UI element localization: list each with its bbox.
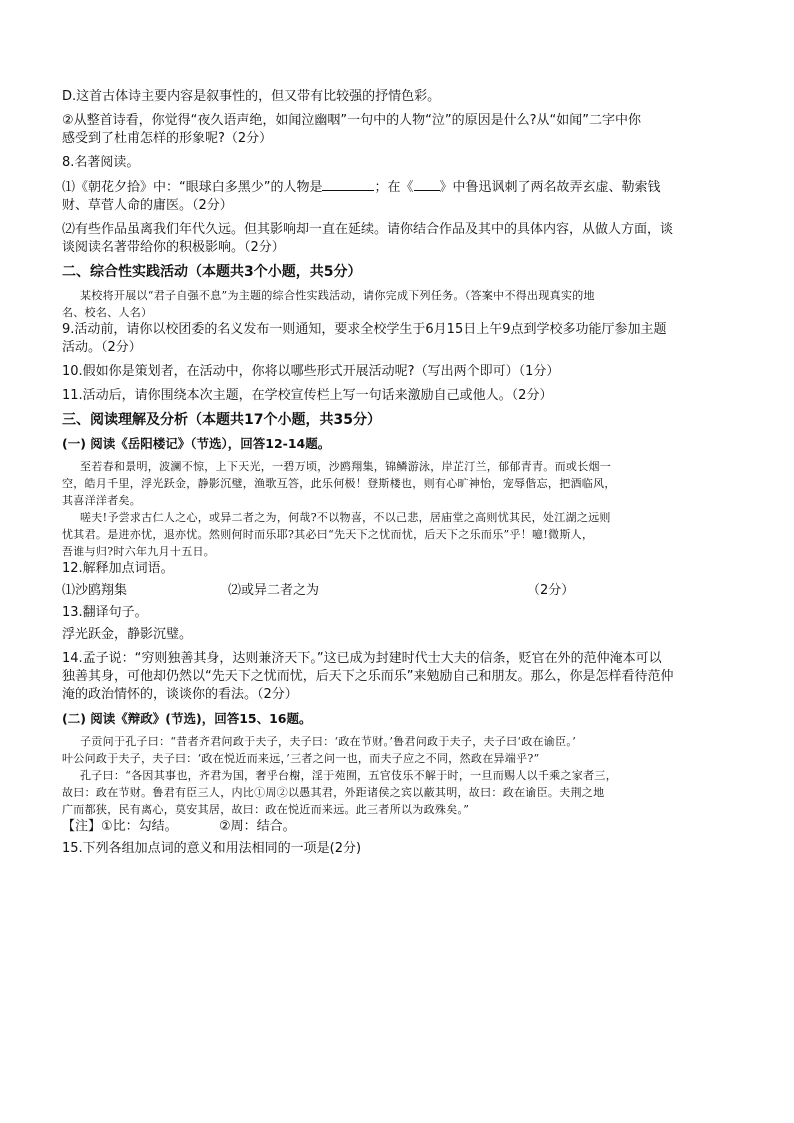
answer-blank (322, 178, 374, 191)
question-8-1-text-c: 》中鲁迅讽刺了两名故弄玄虚、勒索钱 (439, 180, 661, 195)
question-8-1-text-b: ；在《 (374, 180, 414, 195)
question-8-2-line-2: 谈阅读名著带给你的积极影响。（2分） (62, 240, 285, 255)
passage-yueyang-p2-line-3: 吾谁与归?时六年九月十五日。 (62, 545, 216, 558)
question-14-line-1: 14.孟子说：“穷则独善其身，达则兼济天下。”这已成为封建时代士大夫的信条，贬官在外的范仲淹本可以 (62, 651, 662, 666)
passage-bianzheng-p2-line-3: 广而都狭，民有离心，莫安其居，故曰：政在悦近而来远。此三者所以为政殊矣。” (62, 803, 470, 816)
passage-yueyang-p1-line-1: 至若春和景明，波澜不惊，上下天光，一碧万顷，沙鸥翔集，锦鳞游泳，岸芷汀兰，郁郁青青。而或长烟一 (80, 460, 612, 473)
answer-blank (414, 178, 440, 191)
section-2-intro-line-2: 名、校名、人名） (62, 306, 153, 319)
question-11: 11.活动后，请你围绕本次主题，在学校宣传栏上写一句话来激励自己或他人。（2分） (62, 388, 553, 403)
subsection-1-heading: (一) 阅读《岳阳楼记》（节选），回答12-14题。 (62, 436, 331, 451)
question-8-1-line-1 (62, 178, 738, 197)
question-9-line-1: 9.活动前，请你以校团委的名义发布一则通知，要求全校学生于6月15日上午9点到学校多功能厅参加主题 (62, 322, 667, 337)
question-14-line-3: 淹的政治情怀的，谈谈你的看法。（2分） (62, 687, 298, 702)
passage-yueyang-p1-line-3: 其喜洋洋者矣。 (62, 494, 142, 507)
passage-yueyang-p2-line-2: 忧其君。是进亦忧，退亦忧。然则何时而乐耶?其必曰“先天下之忧而忧，后天下之乐而乐”乎！噫!微斯人， (62, 528, 594, 541)
question-12-title: 12.解释加点词语。 (62, 561, 174, 576)
question-8-1-text-a: ⑴《朝花夕拾》中：“眼球白多黑少”的人物是 (62, 180, 323, 195)
question-8-2-line-1: ⑵有些作品虽离我们年代久远。但其影响却一直在延续。请你结合作品及其中的具体内容，从做人方面，谈 (62, 222, 674, 237)
question-14-line-2: 独善其身，可他却仍然以“先天下之忧而忧，后天下之乐而乐”来勉励自己和朋友。那么，你是怎样看待范仲 (62, 669, 674, 684)
section-2-intro-line-1: 某校将开展以“君子自强不息”为主题的综合性实践活动，请你完成下列任务。（答案中不得出现真实的地 (80, 289, 595, 302)
passage-yueyang-p2-line-1: 嗟夫!予尝求古仁人之心，或异二者之为，何哉?不以物喜，不以己悲，居庙堂之高则忧其民，处江湖之远则 (80, 511, 611, 524)
passage-bianzheng-p2-line-1: 孔子曰：“各因其事也，齐君为国，奢乎台榭，淫于苑囿，五官伎乐不解于时，一旦而赐人以千乘之家者三， (80, 769, 618, 782)
question-8-1-line-2: 财、草菅人命的庸医。（2分） (62, 198, 233, 213)
exam-page (62, 88, 738, 858)
option-d: D.这首古体诗主要内容是叙事性的，但又带有比较强的抒情色彩。 (62, 89, 441, 104)
question-12-item-1: ⑴沙鸥翔集 (62, 583, 128, 598)
subsection-2-heading: (二) 阅读《辩政》(节选)，回答15、16题。 (62, 711, 312, 726)
passage-bianzheng-p1-line-1: 子贡问于孔子曰：“昔者齐君问政于夫子，夫子曰：‘政在节财。’鲁君问政于夫子，夫子曰‘政在谕臣。’ (80, 735, 577, 748)
section-2-heading: 二、综合性实践活动（本题共3个小题，共5分） (62, 264, 362, 280)
question-7-2-line-1: ②从整首诗看，你觉得“夜久语声绝，如闻泣幽咽”一句中的人物“泣”的原因是什么?从“如闻”二字中你 (62, 113, 641, 128)
passage-bianzheng-p1-line-2: 叶公问政于夫子，夫子曰：‘政在悦近而来远，’三者之问一也，而夫子应之不同，然政在异端乎?” (62, 752, 540, 765)
question-15: 15.下列各组加点词的意义和用法相同的一项是(2分) (62, 841, 362, 856)
question-8-title: 8.名著阅读。 (62, 155, 140, 170)
question-9-line-2: 活动。（2分） (62, 340, 142, 355)
question-12-items (62, 582, 738, 600)
annotation-note: 【注】①比：勾结。 ②周：结合。 (62, 819, 296, 834)
question-13-title: 13.翻译句子。 (62, 605, 148, 620)
section-3-heading: 三、阅读理解及分析（本题共17个小题，共35分） (62, 412, 381, 428)
passage-bianzheng-p2-line-2: 故曰：政在节财。鲁君有臣三人，内比①周②以愚其君，外距诸侯之宾以蔽其明，故曰：政在谕臣。夫荆之地 (62, 786, 605, 799)
question-12-score: （2分） (527, 583, 575, 598)
passage-yueyang-p1-line-2: 空，皓月千里，浮光跃金，静影沉璧，渔歌互答，此乐何极！登斯楼也，则有心旷神怡，宠辱偕忘，把酒临风， (62, 477, 616, 490)
question-13-text: 浮光跃金，静影沉璧。 (62, 627, 193, 642)
question-7-2-line-2: 感受到了杜甫怎样的形象呢?（2分） (62, 131, 273, 146)
question-10: 10.假如你是策划者，在活动中，你将以哪些形式开展活动呢?（写出两个即可）（1分） (62, 364, 560, 379)
question-12-item-2: ⑵或异二者之为 (228, 583, 320, 598)
